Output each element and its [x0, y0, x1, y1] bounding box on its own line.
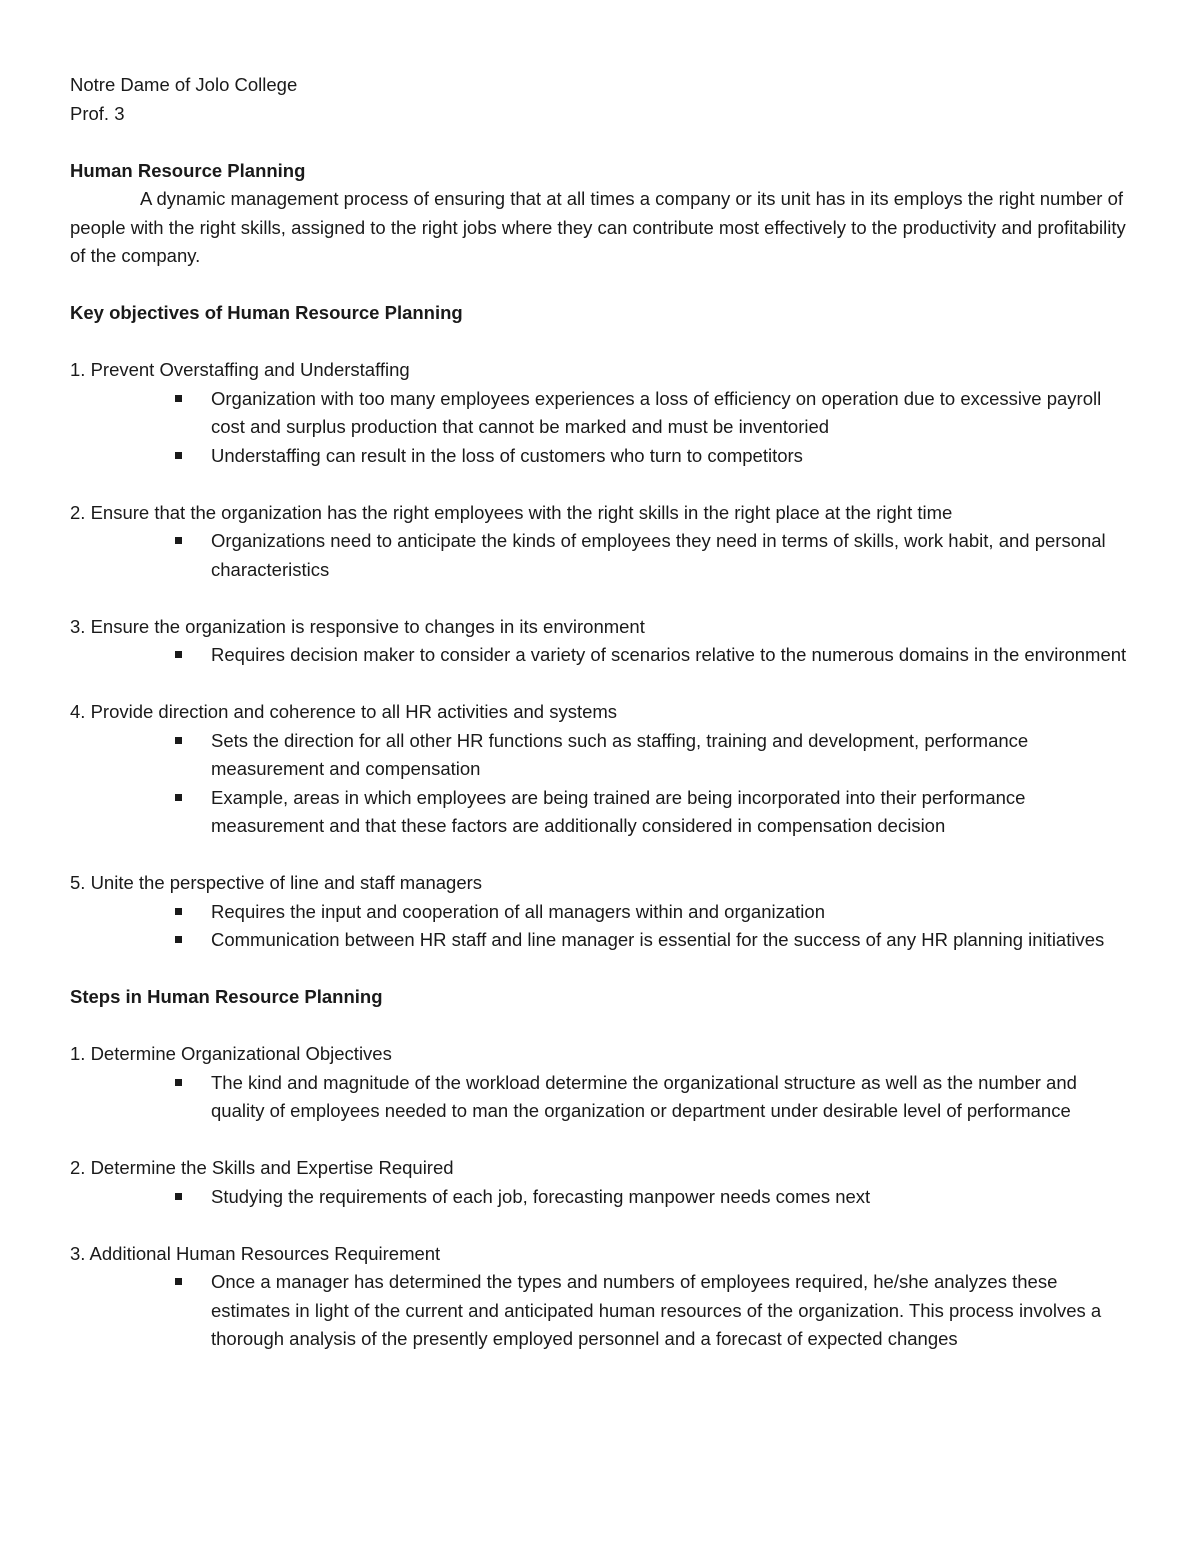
bullet-text: Example, areas in which employees are being trained are being incorporated into their performance measurement and that these factors are additionally considered in compensation decision	[211, 786, 1026, 836]
step-title: 3. Additional Human Resources Requirement	[70, 1242, 441, 1264]
square-bullet-icon	[175, 794, 182, 801]
bullet-item	[211, 784, 1130, 841]
square-bullet-icon	[175, 452, 182, 459]
step-title: 1. Determine Organizational Objectives	[70, 1043, 392, 1064]
bullet-text: Communication between HR staff and line manager is essential for the success of any HR planning initiatives	[211, 929, 1105, 950]
bullet-list	[70, 385, 1130, 471]
bullet-item	[211, 442, 1130, 471]
bullet-text: Once a manager has determined the types and numbers of employees required, he/she analyzes these estimates in light of the current and anticipated human resources of the organization. This process involves a thorough analysis of the presently employed personnel and a forecast of expected changes	[211, 1271, 1102, 1349]
bullet-text: Organizations need to anticipate the kinds of employees they need in terms of skills, work habit, and personal characteristics	[211, 530, 1106, 580]
prof-label: Prof. 3	[70, 102, 125, 124]
bullet-text: Requires the input and cooperation of all managers within and organization	[211, 900, 825, 922]
bullet-list	[70, 1268, 1130, 1354]
square-bullet-icon	[175, 1193, 182, 1200]
bullet-text: Understaffing can result in the loss of customers who turn to competitors	[211, 444, 803, 466]
bullet-item	[211, 1268, 1130, 1354]
bullet-item	[211, 641, 1130, 670]
bullet-item	[211, 527, 1130, 584]
document-page	[70, 71, 1130, 1354]
square-bullet-icon	[175, 1079, 182, 1086]
bullet-list	[70, 527, 1130, 584]
step-title: 2. Determine the Skills and Expertise Required	[70, 1157, 454, 1178]
bullet-item	[211, 926, 1130, 955]
bullet-text: The kind and magnitude of the workload determine the organizational structure as well as the number and quality of employees needed to man the organization or department under desirable level of performance	[211, 1071, 1077, 1121]
school-name: Notre Dame of Jolo College	[70, 74, 298, 95]
bullet-text: Studying the requirements of each job, forecasting manpower needs comes next	[211, 1185, 871, 1207]
bullet-list	[70, 1069, 1130, 1126]
objectives-heading: Key objectives of Human Resource Planning	[70, 302, 463, 323]
bullet-item	[211, 1069, 1130, 1126]
square-bullet-icon	[175, 395, 182, 402]
square-bullet-icon	[175, 651, 182, 658]
bullet-text: Organization with too many employees experiences a loss of efficiency on operation due to excessive payroll cost and surplus production that cannot be marked and must be inventoried	[211, 387, 1102, 437]
bullet-item	[211, 1183, 1130, 1212]
bullet-text: Requires decision maker to consider a variety of scenarios relative to the numerous domains in the environment	[211, 644, 1127, 665]
bullet-list	[70, 641, 1130, 670]
objective-title: 5. Unite the perspective of line and staff managers	[70, 872, 483, 893]
square-bullet-icon	[175, 936, 182, 943]
objective-title: 2. Ensure that the organization has the right employees with the right skills in the right place at the right time	[70, 501, 953, 523]
bullet-item	[211, 727, 1130, 784]
steps-heading: Steps in Human Resource Planning	[70, 986, 383, 1007]
objective-title: 3. Ensure the organization is responsive to changes in its environment	[70, 615, 645, 637]
square-bullet-icon	[175, 537, 182, 544]
objective-title: 1. Prevent Overstaffing and Understaffing	[70, 359, 410, 380]
square-bullet-icon	[175, 737, 182, 744]
square-bullet-icon	[175, 908, 182, 915]
bullet-list	[70, 727, 1130, 841]
section-title-hrp: Human Resource Planning	[70, 159, 306, 181]
bullet-list	[70, 1183, 1130, 1212]
bullet-text: Sets the direction for all other HR functions such as staffing, training and development, performance measurement and compensation	[211, 729, 1029, 779]
bullet-item	[211, 385, 1130, 442]
definition-paragraph: A dynamic management process of ensuring that at all times a company or its unit has in its employs the right number of people with the right skills, assigned to the right jobs where they can contribute most effectively to the productivity and profitability of the company.	[70, 188, 1126, 266]
bullet-list	[70, 898, 1130, 955]
square-bullet-icon	[175, 1278, 182, 1285]
objective-title: 4. Provide direction and coherence to all HR activities and systems	[70, 701, 618, 722]
bullet-item	[211, 898, 1130, 927]
